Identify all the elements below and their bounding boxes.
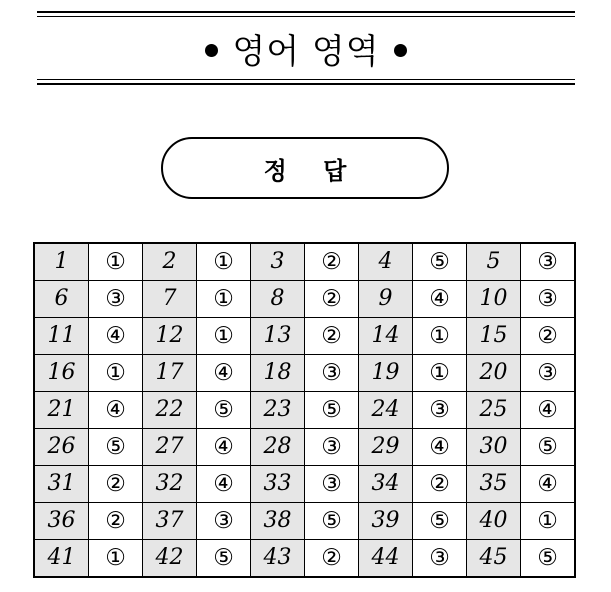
question-number: 33 [251,466,305,503]
answer-choice: ① [197,243,251,281]
question-number: 40 [467,503,521,540]
answer-choice: ④ [413,429,467,466]
question-number: 32 [143,466,197,503]
question-number: 23 [251,392,305,429]
answer-choice: ① [413,355,467,392]
header-bottom-rule-thin [37,79,575,80]
answer-choice: ⑤ [89,429,143,466]
answer-row [34,243,575,281]
question-number: 30 [467,429,521,466]
answer-choice: ⑤ [305,503,359,540]
subject-title-text: 영어 영역 [232,31,380,72]
header-top-rule-thin [37,16,575,17]
answer-choice: ⑤ [521,429,576,466]
answer-choice: ③ [521,243,576,281]
bullet-right-icon [394,44,407,57]
question-number: 31 [34,466,89,503]
answer-row [34,355,575,392]
answer-choice: ④ [89,318,143,355]
question-number: 16 [34,355,89,392]
answer-choice: ① [89,540,143,578]
question-number: 9 [359,281,413,318]
answer-key-label-text: 정 답 [263,156,361,185]
answer-choice: ① [521,503,576,540]
question-number: 1 [34,243,89,281]
question-number: 11 [34,318,89,355]
answer-row [34,392,575,429]
answer-row [34,318,575,355]
answer-choice: ① [197,318,251,355]
bullet-left-icon [205,44,218,57]
question-number: 6 [34,281,89,318]
question-number: 42 [143,540,197,578]
question-number: 35 [467,466,521,503]
question-number: 18 [251,355,305,392]
answer-choice: ③ [521,355,576,392]
answer-choice: ④ [521,392,576,429]
answer-choice: ② [305,281,359,318]
answer-choice: ③ [305,355,359,392]
question-number: 2 [143,243,197,281]
answer-choice: ③ [521,281,576,318]
question-number: 37 [143,503,197,540]
answer-choice: ⑤ [413,503,467,540]
header-bottom-rule-thick [37,83,575,85]
answer-choice: ① [89,243,143,281]
answer-choice: ① [89,355,143,392]
answer-choice: ③ [305,466,359,503]
header-top-rule-thick [37,11,575,13]
question-number: 7 [143,281,197,318]
answer-choice: ① [413,318,467,355]
question-number: 8 [251,281,305,318]
answer-choice: ② [305,540,359,578]
answer-choice: ④ [197,466,251,503]
answer-key-label [161,137,449,199]
question-number: 24 [359,392,413,429]
question-number: 36 [34,503,89,540]
question-number: 43 [251,540,305,578]
question-number: 44 [359,540,413,578]
question-number: 15 [467,318,521,355]
subject-title [37,24,575,72]
question-number: 41 [34,540,89,578]
answer-row [34,429,575,466]
answer-choice: ② [89,466,143,503]
question-number: 21 [34,392,89,429]
answer-choice: ① [197,281,251,318]
question-number: 17 [143,355,197,392]
answer-choice: ⑤ [521,540,576,578]
question-number: 10 [467,281,521,318]
answer-choice: ③ [197,503,251,540]
question-number: 39 [359,503,413,540]
question-number: 45 [467,540,521,578]
answer-choice: ⑤ [305,392,359,429]
answer-choice: ⑤ [197,392,251,429]
question-number: 5 [467,243,521,281]
answer-grid-body [34,243,575,577]
answer-choice: ② [305,243,359,281]
answer-choice: ② [413,466,467,503]
answer-row [34,466,575,503]
question-number: 34 [359,466,413,503]
question-number: 29 [359,429,413,466]
question-number: 19 [359,355,413,392]
answer-choice: ② [89,503,143,540]
question-number: 25 [467,392,521,429]
question-number: 3 [251,243,305,281]
question-number: 27 [143,429,197,466]
answer-grid [33,242,576,578]
answer-row [34,540,575,578]
answer-choice: ⑤ [197,540,251,578]
question-number: 38 [251,503,305,540]
answer-choice: ⑤ [413,243,467,281]
answer-choice: ④ [197,355,251,392]
answer-choice: ③ [413,540,467,578]
answer-choice: ④ [413,281,467,318]
answer-choice: ④ [521,466,576,503]
answer-choice: ② [305,318,359,355]
answer-choice: ③ [413,392,467,429]
question-number: 22 [143,392,197,429]
answer-row [34,281,575,318]
question-number: 20 [467,355,521,392]
answer-choice: ④ [197,429,251,466]
answer-choice: ③ [305,429,359,466]
question-number: 13 [251,318,305,355]
question-number: 14 [359,318,413,355]
answer-choice: ④ [89,392,143,429]
question-number: 12 [143,318,197,355]
answer-choice: ③ [89,281,143,318]
question-number: 4 [359,243,413,281]
answer-choice: ② [521,318,576,355]
question-number: 28 [251,429,305,466]
answer-row [34,503,575,540]
question-number: 26 [34,429,89,466]
